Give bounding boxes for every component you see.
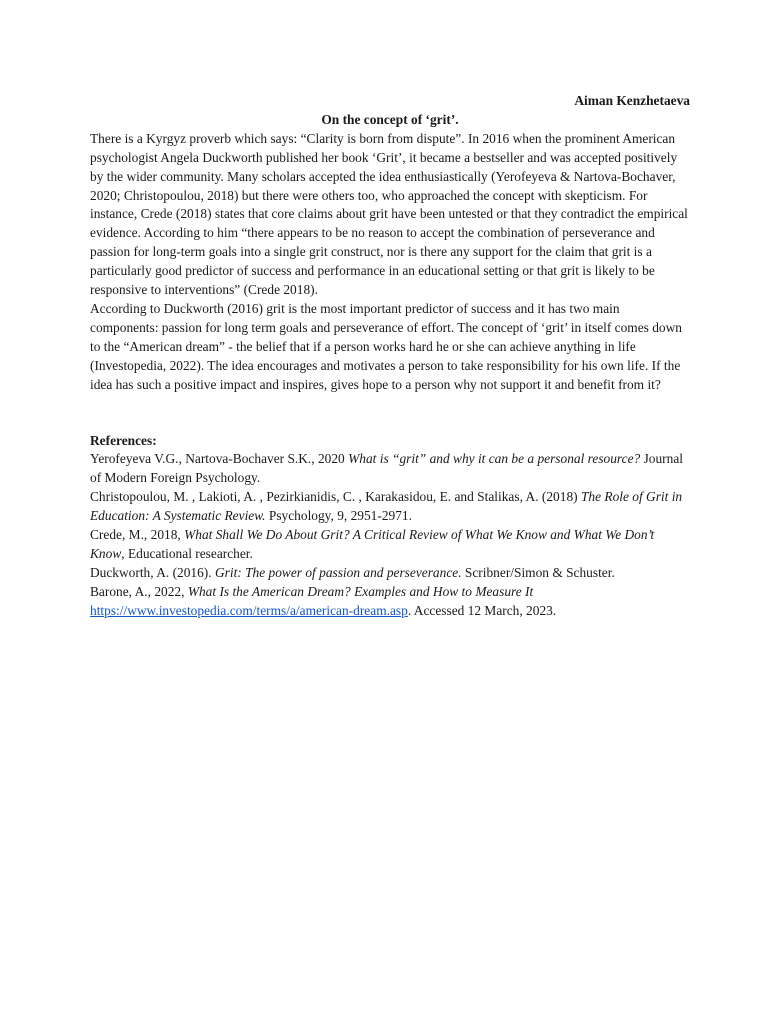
reference-title: What Is the American Dream? Examples and How to Measure It [187,583,534,599]
investopedia-link[interactable]: https://www.investopedia.com/terms/a/american-dream.asp [90,602,408,618]
references-heading: References: [90,432,157,448]
reference-item-4 [90,564,690,583]
reference-authors: Christopoulou, M. , Lakioti, A. , Pezirkianidis, C. , Karakasidou, E. and Stalikas, A. (2018) [90,489,581,505]
author-name: Aiman Kenzhetaeva [574,93,690,108]
reference-item-5 [90,583,690,621]
document-title: On the concept of ‘grit’. [321,111,459,127]
reference-source: Psychology, 9, 2951-2971. [265,508,412,524]
reference-authors: Barone, A., 2022, [90,583,188,599]
body-paragraph-2: According to Duckworth (2016) grit is the most important predictor of success and it has two main components: passion for long term goals and perseverance of effort. The concept of ‘grit’ in itself comes down to the “American dream” - the belief that if a person works hard he or she can achieve anything in life (Investopedia, 2022). The idea encourages and motivates a person to take responsibility for his own life. If the idea has such a positive impact and inspires, gives hope to a person why not support it and benefit from it? [90,300,682,392]
reference-source: Scribner/Simon & Schuster. [461,564,615,580]
reference-authors: Yerofeyeva V.G., Nartova-Bochaver S.K., 2020 [90,451,349,467]
document-page [90,92,690,621]
reference-title: What Shall We Do About Grit? A Critical Review of What We Know and What We Don’t Know [90,527,655,561]
reference-source: , Educational researcher. [121,545,253,561]
accessed-date: . Accessed 12 March, 2023. [407,602,557,618]
reference-source: Journal of Modern Foreign Psychology. [90,451,683,486]
reference-authors: Duckworth, A. (2016). [90,564,215,580]
reference-item-2 [90,488,690,526]
reference-authors: Crede, M., 2018, [90,527,185,543]
reference-item-3 [90,526,690,564]
reference-title: Grit: The power of passion and perseverance. [214,564,462,580]
reference-item-1 [90,450,690,488]
reference-title: What is “grit” and why it can be a personal resource? [348,451,641,467]
reference-title: The Role of Grit in Education: A Systematic Review. [90,489,683,524]
body-paragraph-1: There is a Kyrgyz proverb which says: “Clarity is born from dispute”. In 2016 when the prominent American psychologist Angela Duckworth published her book ‘Grit’, it became a bestseller and was accepted positively by the wider community. Many scholars accepted the idea enthusiastically (Yerofeyeva & Nartova-Bochaver, 2020; Christopoulou, 2018) but there were others too, who approached the concept with skepticism. For instance, Crede (2018) states that core claims about grit have been untested or that they contradict the empirical evidence. According to him “there appears to be no reason to accept the combination of perseverance and passion for long-term goals into a single grit construct, nor is there any support for the claim that grit is a particularly good predictor of success and performance in an educational setting or that grit is likely to be responsive to interventions” (Crede 2018). [90,130,688,298]
section-spacer [90,395,690,432]
